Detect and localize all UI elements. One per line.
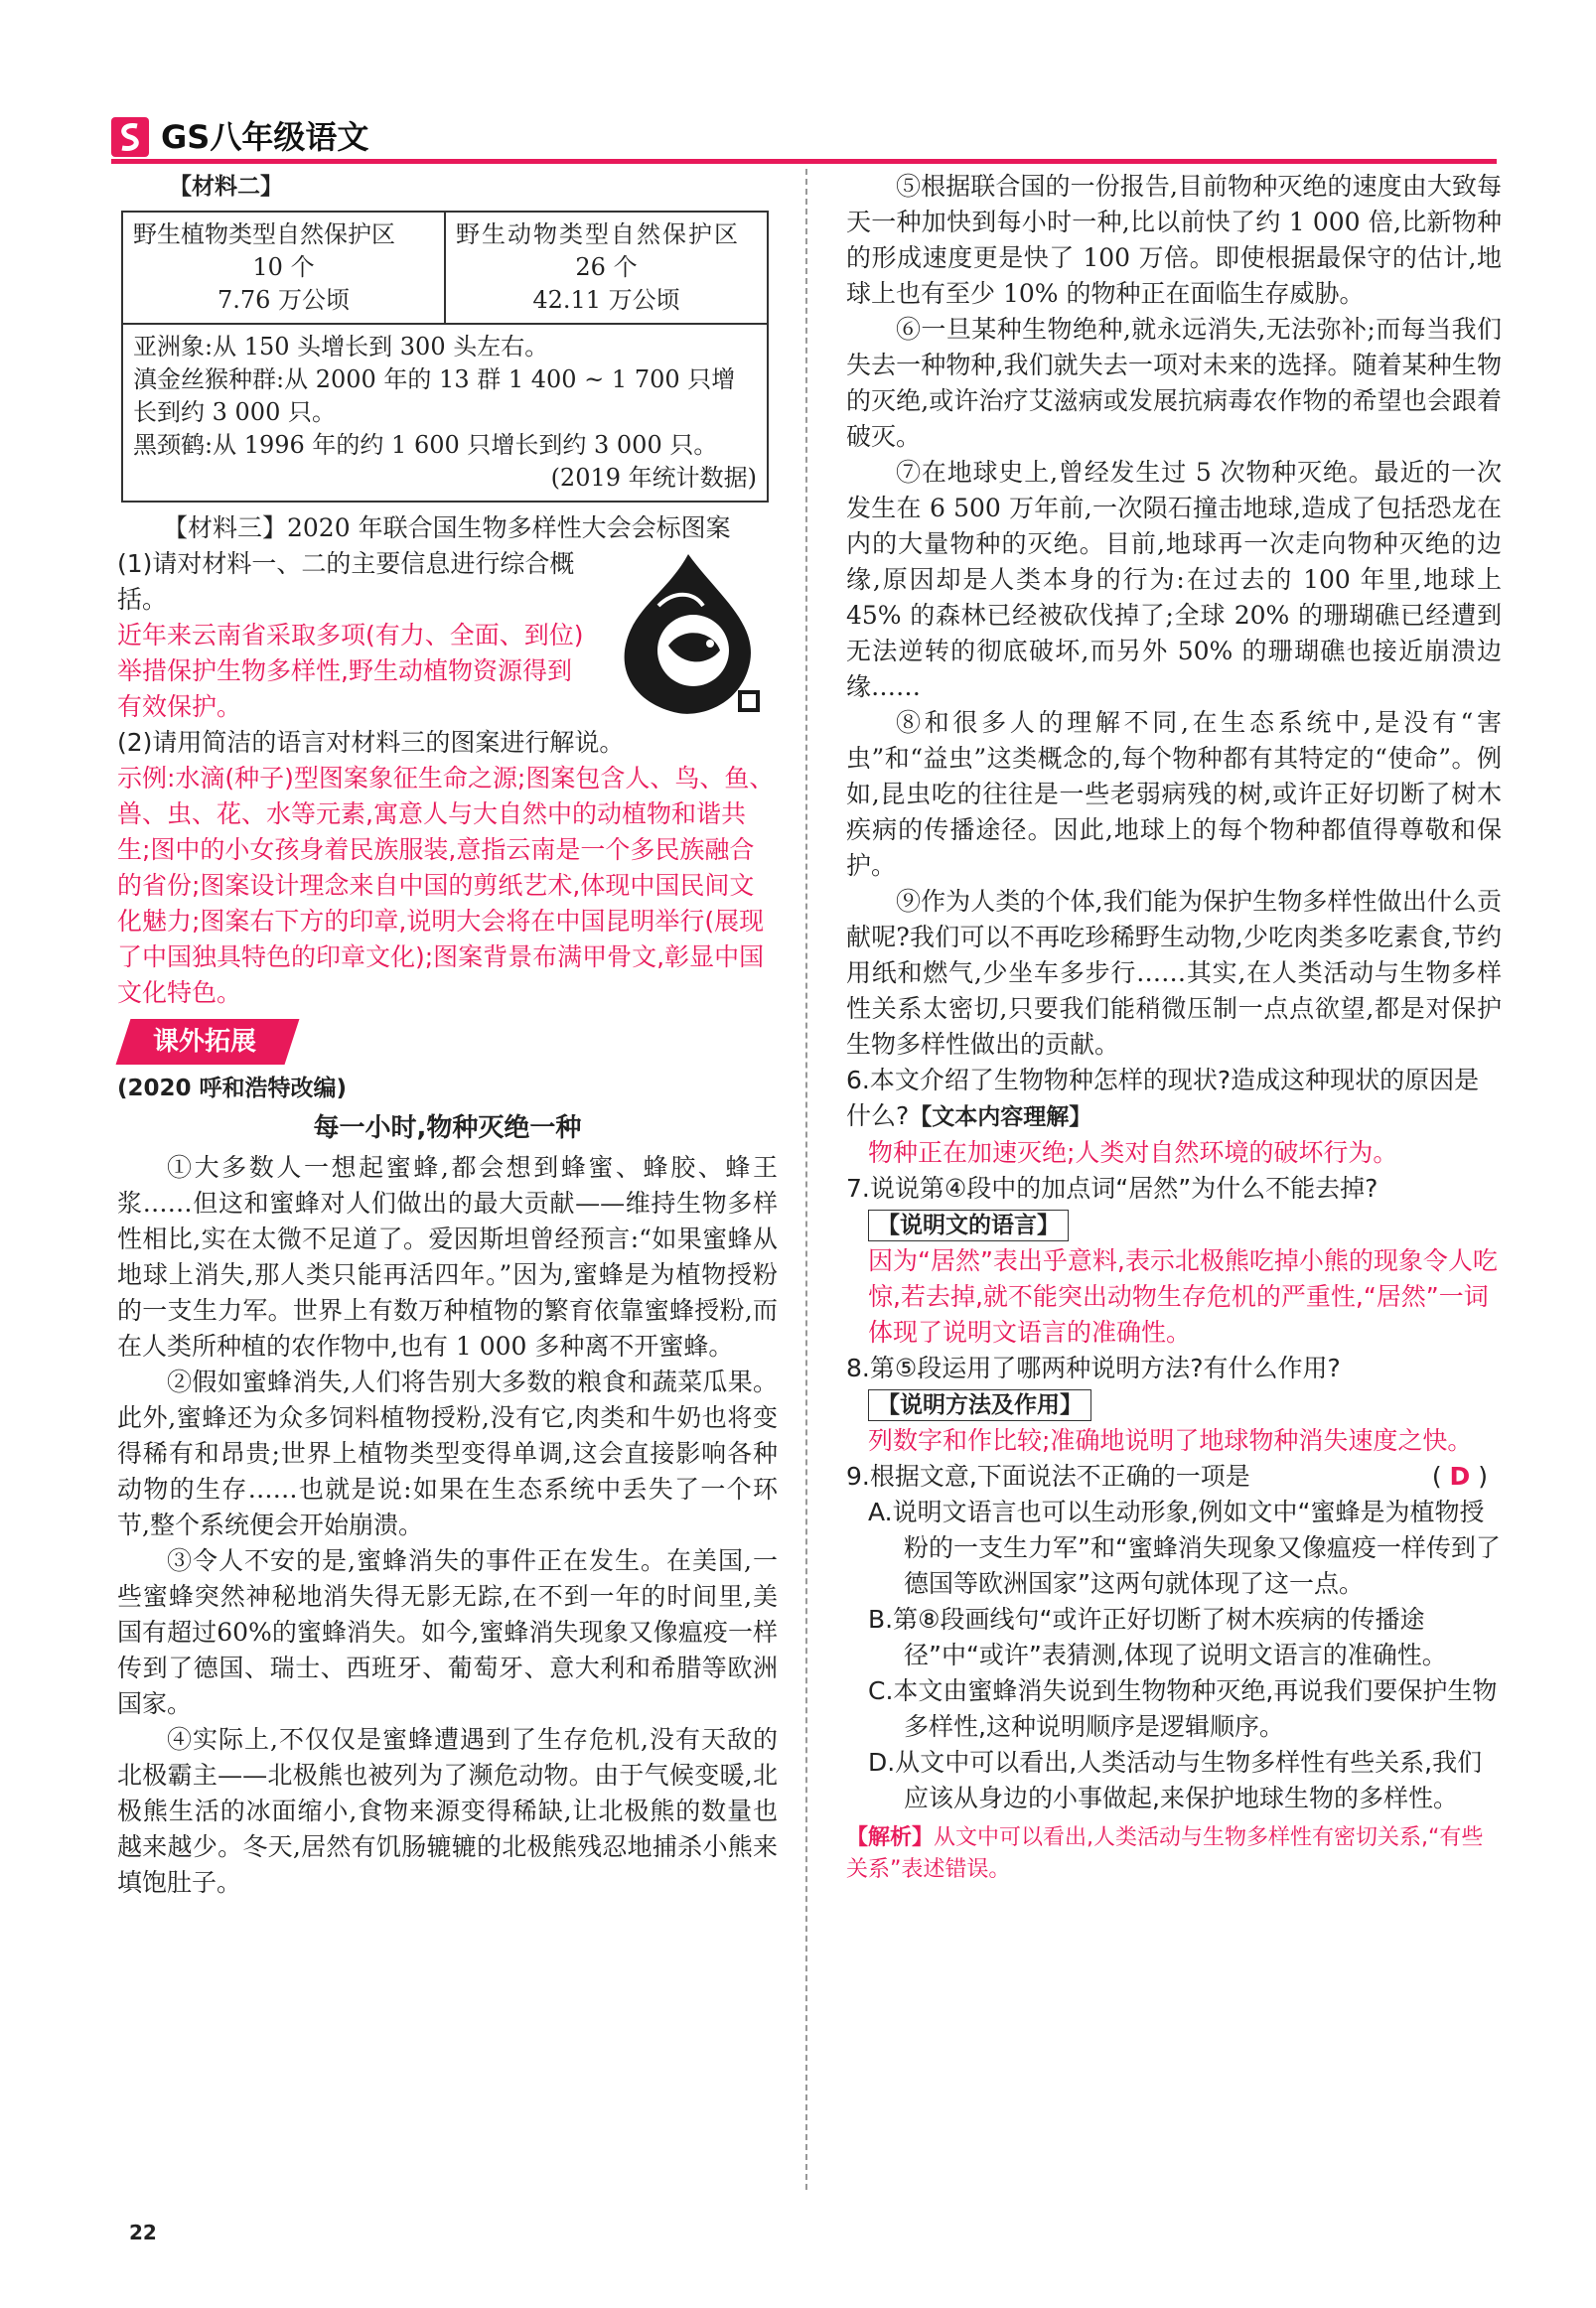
column-divider <box>805 169 807 2190</box>
plant-reserve-label: 野生植物类型自然保护区 <box>133 220 395 248</box>
plant-reserve-area: 7.76 万公顷 <box>217 286 351 314</box>
q9-question: 9.根据文意,下面说法不正确的一项是 ( D ) <box>846 1462 1488 1491</box>
article-paragraph-2: ②假如蜜蜂消失,人们将告别大多数的粮食和蔬菜瓜果。此外,蜜蜂还为众多饲料植物授粉,没有它,肉类和牛奶也将变得稀有和昂贵;世界上植物类型变得单调,这会直接影响各种动物的生存……也就是说:如果在生态系统中丢失了一个环节,整个系统便会开始崩溃。 <box>117 1368 778 1539</box>
animal-reserve-count: 26 个 <box>575 253 638 281</box>
q9-option-c: C.本文由蜜蜂消失说到生物物种灭绝,再说我们要保护生物多样性,这种说明顺序是逻辑顺序。 <box>868 1676 1498 1741</box>
article-paragraph-5: ⑤根据联合国的一份报告,目前物种灭绝的速度由大致每天一种加快到每小时一种,比以前快了约 1 000 倍,比新物种的形成速度更是快了 100 万倍。即使根据最保守的估计,地球上也有至少 10% 的物种正在面临生存威胁。 <box>846 172 1502 308</box>
material2-label: 【材料二】 <box>169 174 283 200</box>
article-paragraph-8: ⑧和很多人的理解不同,在生态系统中,是没有“害虫”和“益虫”这类概念的,每个物种都有其特定的“使命”。例如,昆虫吃的往往是一些老弱病残的树,或许正好切断了树木疾病的传播途径。因此,地球上的每个物种都值得尊敬和保护。 <box>846 708 1502 880</box>
left-column <box>117 169 778 1901</box>
q8-answer: 列数字和作比较;准确地说明了地球物种消失速度之快。 <box>868 1426 1473 1455</box>
animal-reserve-cell <box>445 212 768 324</box>
analysis-label: 【解析】 <box>846 1825 935 1850</box>
animal-reserve-area: 42.11 万公顷 <box>532 286 680 314</box>
q8-tag: 【说明方法及作用】 <box>868 1389 1091 1421</box>
q9-stem: 9.根据文意,下面说法不正确的一项是 <box>846 1462 1250 1491</box>
q2-answer: 示例:水滴(种子)型图案象征生命之源;图案包含人、鸟、鱼、兽、虫、花、水等元素,寓意人与大自然中的动植物和谐共生;图中的小女孩身着民族服装,意指云南是一个多民族融合的省份;图案设计理念来自中国的剪纸艺术,体现中国民间文化魅力;图案右下方的印章,说明大会将在中国昆明举行(展现了中国独具特色的印章文化);图案背景布满甲骨文,彰显中国文化特色。 <box>117 764 775 1007</box>
publisher-logo-icon <box>111 117 149 157</box>
crane-line: 黑颈鹤:从 1996 年的约 1 600 只增长到约 3 000 只。 <box>133 431 718 459</box>
q6-tag: 【文本内容理解】 <box>909 1104 1092 1130</box>
article-paragraph-3: ③令人不安的是,蜜蜂消失的事件正在发生。在美国,一些蜜蜂突然神秘地消失得无影无踪,在不到一年的时间里,美国有超过60%的蜜蜂消失。如今,蜜蜂消失现象又像瘟疫一样传到了德国、瑞士、西班牙、葡萄牙、意大利和希腊等欧洲国家。 <box>117 1546 778 1718</box>
species-growth-cell <box>122 324 768 502</box>
q1-answer: 近年来云南省采取多项(有力、全面、到位)举措保护生物多样性,野生动植物资源得到有效保护。 <box>117 621 584 721</box>
q9-answer: D <box>1449 1462 1471 1491</box>
article-paragraph-9: ⑨作为人类的个体,我们能为保护生物多样性做出什么贡献呢?我们可以不再吃珍稀野生动物,少吃肉类多吃素食,节约用纸和燃气,少坐车多步行……其实,在人类活动与生物多样性关系太密切,只要我们能稍微压制一点点欲望,都是对保护生物多样性做出的贡献。 <box>846 887 1502 1059</box>
q6-question <box>846 1063 1502 1135</box>
q6-answer: 物种正在加速灭绝;人类对自然环境的破坏行为。 <box>868 1138 1398 1167</box>
q9-option-a: A.说明文语言也可以生动形象,例如文中“蜜蜂是为植物授粉的一支生力军”和“蜜蜂消失现象又像瘟疫一样传到了德国等欧洲国家”这两句就体现了这一点。 <box>868 1498 1501 1598</box>
book-title: GS八年级语文 <box>161 118 369 156</box>
header-rule <box>111 159 1497 164</box>
article-paragraph-1: ①大多数人一想起蜜蜂,都会想到蜂蜜、蜂胶、蜂王浆……但这和蜜蜂对人们做出的最大贡献——维持生物多样性相比,实在太微不足道了。爱因斯坦曾经预言:“如果蜜蜂从地球上消失,那人类只能再活四年。”因为,蜜蜂是为植物授粉的一支生力军。世界上有数万种植物的繁育依靠蜜蜂授粉,而在人类所种植的农作物中,也有 1 000 多种离不开蜜蜂。 <box>117 1153 778 1361</box>
plant-reserve-cell <box>122 212 445 324</box>
elephant-line: 亚洲象:从 150 头增长到 300 头左右。 <box>133 333 549 361</box>
material2-table <box>121 211 769 503</box>
q6-text: 6.本文介绍了生物物种怎样的现状?造成这种现状的原因是什么? <box>846 1066 1480 1130</box>
animal-reserve-label: 野生动物类型自然保护区 <box>456 220 740 248</box>
article-paragraph-6: ⑥一旦某种生物绝种,就永远消失,无法弥补;而每当我们失去一种物种,我们就失去一项对未来的选择。随着某种生物的灭绝,或许治疗艾滋病或发展抗病毒农作物的希望也会跟着破灭。 <box>846 315 1502 451</box>
biodiversity-emblem-icon <box>599 546 778 725</box>
data-source: (2019 年统计数据) <box>550 464 757 492</box>
right-column <box>846 169 1502 1886</box>
article-paragraph-4: ④实际上,不仅仅是蜜蜂遭遇到了生存危机,没有天敌的北极霸主——北极熊也被列为了濒危动物。由于气候变暖,北极熊生活的冰面缩小,食物来源变得稀缺,让北极熊的数量也越来越少。冬天,居然有饥肠辘辘的北极熊残忍地捕杀小熊来填饱肚子。 <box>117 1725 778 1897</box>
article-paragraph-7: ⑦在地球史上,曾经发生过 5 次物种灭绝。最近的一次发生在 6 500 万年前,一次陨石撞击地球,造成了包括恐龙在内的大量物种的灭绝。目前,地球再一次走向物种灭绝的边缘,原因却是人类本身的行为:在过去的 100 年里,地球上 45% 的森林已经被砍伐掉了;全球 20% 的珊瑚礁已经遭到无法逆转的彻底破坏,而另外 50% 的珊瑚礁也接近崩溃边缘…… <box>846 458 1502 701</box>
page-header <box>111 117 1497 157</box>
extension-source: (2020 呼和浩特改编) <box>117 1076 348 1101</box>
q7-tag: 【说明文的语言】 <box>868 1210 1069 1241</box>
extension-badge <box>116 1019 300 1065</box>
q2-question: (2)请用简洁的语言对材料三的图案进行解说。 <box>117 728 625 757</box>
article-title: 每一小时,物种灭绝一种 <box>313 1113 582 1143</box>
extension-badge-label: 课外拓展 <box>153 1027 257 1057</box>
q8-question: 8.第⑤段运用了哪两种说明方法?有什么作用? <box>846 1354 1341 1382</box>
q7-answer: 因为“居然”表出乎意料,表示北极熊吃掉小熊的现象令人吃惊,若去掉,就不能突出动物生存危机的严重性,“居然”一词体现了说明文语言的准确性。 <box>868 1246 1498 1347</box>
q9-option-b: B.第⑧段画线句“或许正好切断了树木疾病的传播途径”中“或许”表猜测,体现了说明文语言的准确性。 <box>868 1605 1447 1669</box>
analysis-text: 从文中可以看出,人类活动与生物多样性有密切关系,“有些关系”表述错误。 <box>846 1825 1484 1882</box>
monkey-line: 滇金丝猴种群:从 2000 年的 13 群 1 400 ~ 1 700 只增长到约 3 000 只。 <box>133 365 736 426</box>
material3-caption: 【材料三】2020 年联合国生物多样性大会会标图案 <box>163 513 731 542</box>
q7-question: 7.说说第④段中的加点词“居然”为什么不能去掉? <box>846 1174 1378 1203</box>
q1-question: (1)请对材料一、二的主要信息进行综合概括。 <box>117 549 575 614</box>
plant-reserve-count: 10 个 <box>252 253 315 281</box>
q9-analysis <box>846 1822 1502 1886</box>
page-number: 22 <box>129 2221 157 2244</box>
q9-option-d: D.从文中可以看出,人类活动与生物多样性有些关系,我们应该从身边的小事做起,来保护地球生物的多样性。 <box>868 1748 1483 1812</box>
